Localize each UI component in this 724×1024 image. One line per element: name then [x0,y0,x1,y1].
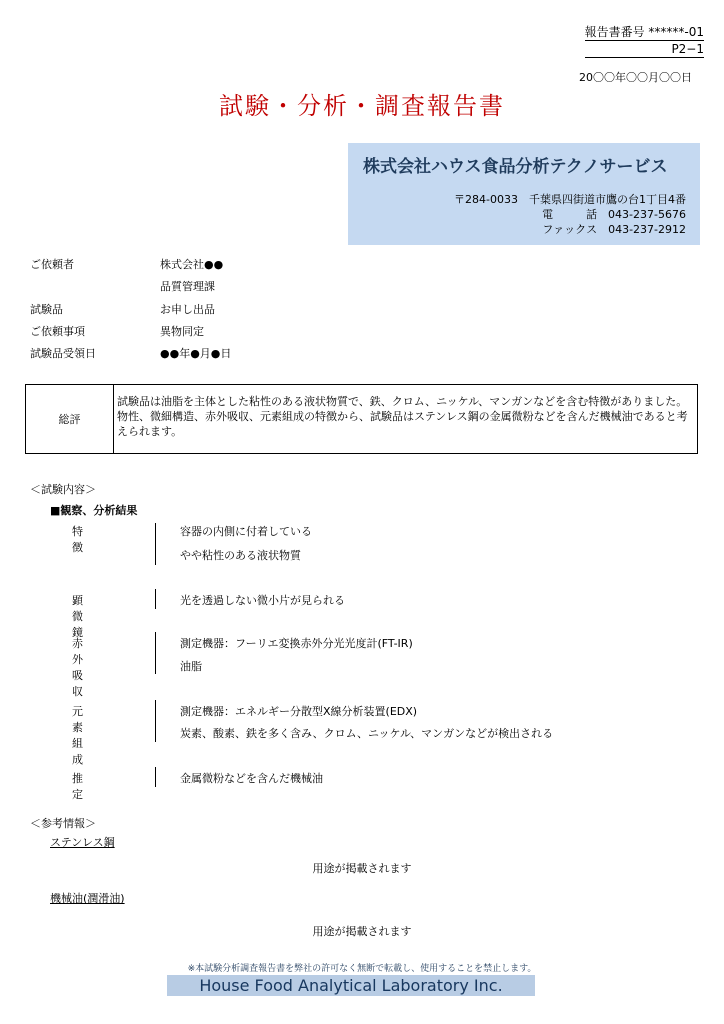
info-label: 試験品 [30,303,63,316]
result-line: 光を透過しない微小片が見られる [180,594,345,607]
page-title: 試験・分析・調査報告書 [219,92,505,120]
company-name: 株式会社ハウス食品分析テクノサービス [363,157,668,177]
result-line: 油脂 [180,660,202,673]
result-line: 炭素、酸素、鉄を多く含み、クロム、ニッケル、マンガンなどが検出される [180,727,554,740]
summary-label: 総評 [26,385,114,453]
result-line: 金属微粉などを含んだ機械油 [180,772,323,785]
divider [155,767,156,787]
info-label: 試験品受領日 [30,347,96,360]
result-line: やや粘性のある液状物質 [180,549,301,562]
report-number: 報告書番号 ******-01 [584,25,704,39]
result-line: 測定機器：エネルギー分散型X線分析装置(EDX) [180,705,418,718]
result-line: 容器の内側に付着している [180,525,312,538]
info-value: お申し出品 [160,303,215,316]
divider [155,700,156,742]
result-label: 赤外吸収 [72,637,83,698]
info-label: ご依頼事項 [30,325,85,338]
test-subheading: ■観察、分析結果 [50,504,138,517]
reference-title: ステンレス鋼 [50,836,115,849]
test-heading: ＜試験内容＞ [30,483,96,496]
info-value: 異物同定 [160,325,204,338]
summary-text: 試験品は油脂を主体とした粘性のある液状物質で、鉄、クロム、ニッケル、マンガンなどを含む特徴がありました。物性、微細構造、赤外吸収、元素組成の特徴から、試験品はステンレス鋼の金属微粉などを含んだ機械油であると考えられます。 [117,395,688,438]
info-value: 品質管理課 [160,280,215,293]
result-label: 顕微鏡 [72,594,83,639]
summary-box [25,384,698,454]
info-value: ●●年●月●日 [160,347,232,360]
divider [155,589,156,609]
company-tel: 電 話 043-237-5676 [542,208,686,221]
reference-body: 用途が掲載されます [312,862,412,875]
company-contact [454,192,686,237]
lab-name-banner: House Food Analytical Laboratory Inc. [167,975,535,996]
company-box [348,143,700,245]
page-number: P2−1 [585,41,704,58]
company-fax: ファックス 043-237-2912 [542,223,686,236]
reference-body: 用途が掲載されます [312,925,412,938]
divider [155,523,156,565]
info-value: 株式会社●● [160,258,224,271]
reference-title: 機械油(潤滑油) [50,892,125,905]
info-label: ご依頼者 [30,258,74,271]
result-label: 元素組成 [72,705,83,766]
result-label: 特徴 [72,525,83,554]
report-date: 20〇〇年〇〇月〇〇日 [579,71,692,84]
report-number-block [585,24,704,58]
divider [155,632,156,674]
result-label: 推定 [72,772,83,801]
result-line: 測定機器：フーリエ変換赤外分光光度計(FT-IR) [180,637,413,650]
company-address: 〒284-0033 千葉県四街道市鷹の台1丁目4番 [454,193,686,206]
copyright-note: ※本試験分析調査報告書を弊社の許可なく無断で転載し、使用することを禁止します。 [187,964,537,974]
reference-heading: ＜参考情報＞ [30,817,96,830]
